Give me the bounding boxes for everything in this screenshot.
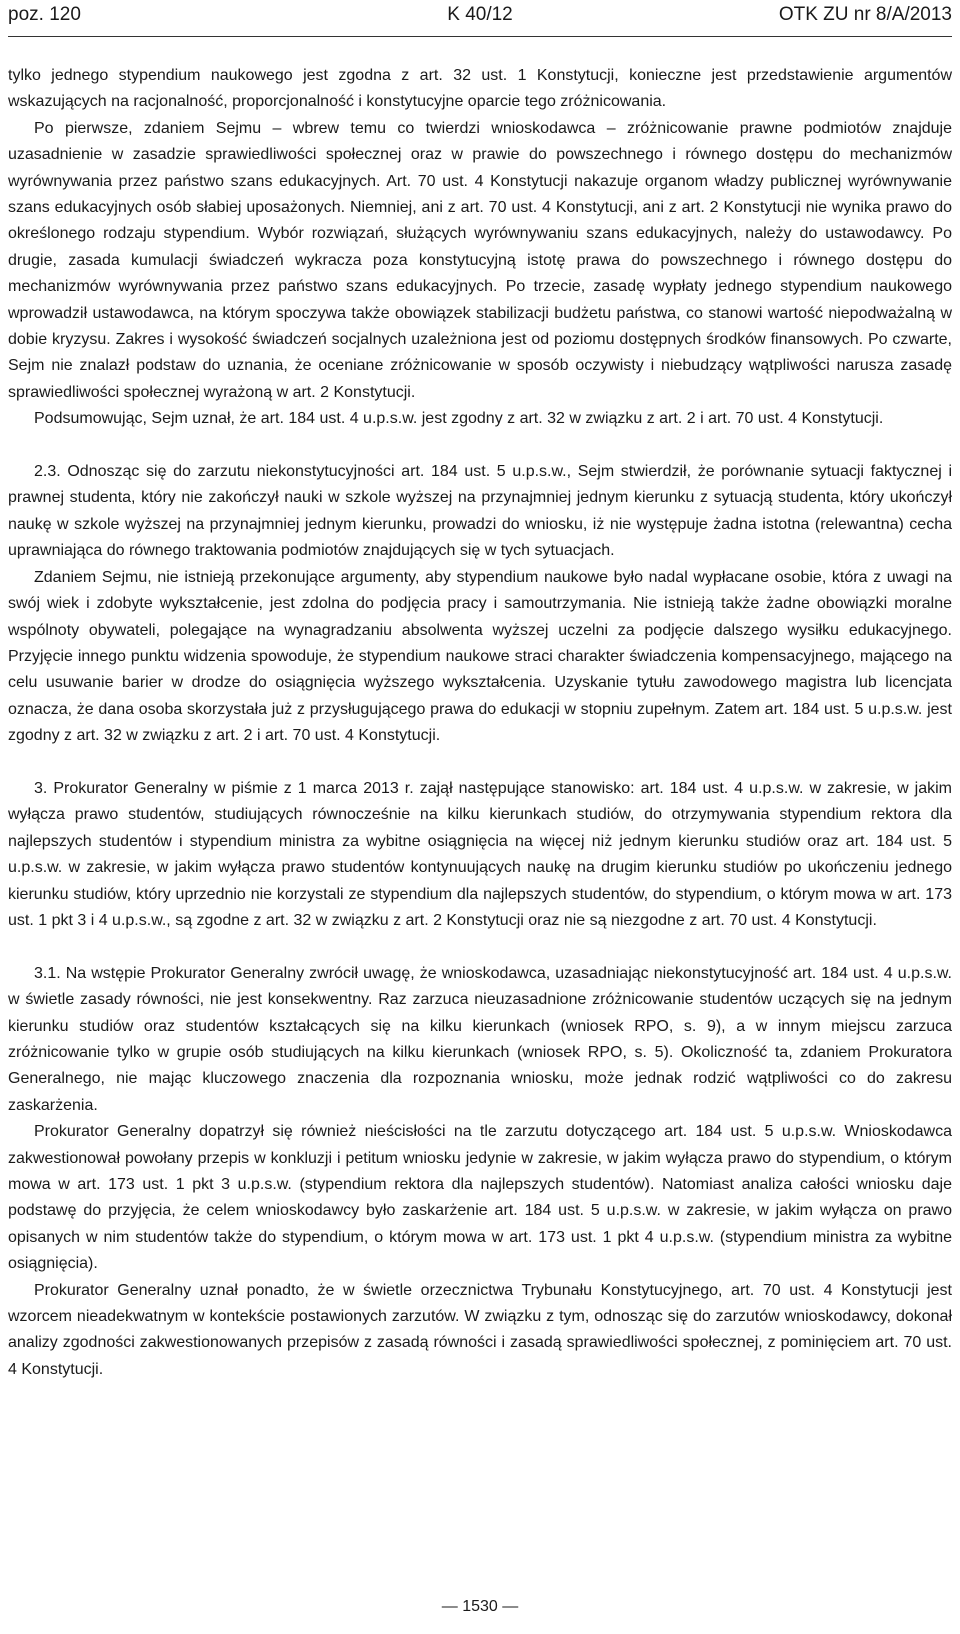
header-position: poz. 120 xyxy=(8,4,81,25)
paragraph-p1: tylko jednego stypendium naukowego jest zgodna z art. 32 ust. 1 Konstytucji, konieczne jest przedstawienie argumentów wskazujących na racjonalność, proporcjonalność i konstytucyjne oparcie tego zróżnicowania. xyxy=(8,67,952,111)
page-footer xyxy=(0,1598,960,1616)
paragraph-p5: Zdaniem Sejmu, nie istnieją przekonujące argumenty, aby stypendium naukowe było nadal wypłacane osobie, która z uwagi na swój wiek i zdobyte wykształcenie, jest zdolna do podjęcia pracy i samoutrzymania. Nie istnieją także żadne obowiązki moralne wspólnoty obywateli, polegające na wynagradzaniu absolwenta wyższej uczelni za podjęcie dalszego wysiłku edukacyjnego. Przyjęcie innego punktu widzenia spowoduje, że stypendium naukowe straci charakter świadczenia kompensacyjnego, mającego na celu usuwanie barier w drodze do osiągnięcia wyższego wykształcenia. Uzyskanie tytułu zawodowego magistra lub licencjata oznacza, że dana osoba skorzystała już z przysługującego prawa do edukacji w stopniu zupełnym. Zatem art. 184 ust. 5 u.p.s.w. jest zgodny z art. 32 w związku z art. 2 i art. 70 ust. 4 Konstytucji. xyxy=(8,568,952,745)
header-case-number: K 40/12 xyxy=(447,4,513,25)
paragraph-p9: Prokurator Generalny uznał ponadto, że w świetle orzecznictwa Trybunału Konstytucyjnego, art. 70 ust. 4 Konstytucji jest wzorcem nieadekwatnym w kontekście postawionych zarzutów. W związku z tym, odnosząc się do zarzutów wnioskodawcy, dokonał analizy zgodności zakwestionowanych przepisów z zasadą równości i zasadą sprawiedliwości społecznej, z pominięciem art. 70 ust. 4 Konstytucji. xyxy=(8,1281,952,1378)
paragraph-p7: 3.1. Na wstępie Prokurator Generalny zwrócił uwagę, że wnioskodawca, uzasadniając niekonstytucyjność art. 184 ust. 4 u.p.s.w. w świetle zasady równości, nie jest konsekwentny. Raz zarzuca nieuzasadnione zróżnicowanie studentów uczących się na jednym kierunku studiów oraz studentów kształcących się na kilku kierunkach (wniosek RPO, s. 9), a w innym miejscu zarzuca zróżnicowanie tylko w grupie osób studiujących na kilku kierunkach (wniosek RPO, s. 5). Okoliczność ta, zdaniem Prokuratora Generalnego, nie mając kluczowego znaczenia dla rozpoznania wniosku, może jednak rodzić wątpliwości co do zakresu zaskarżenia. xyxy=(8,964,952,1114)
paragraph-p8: Prokurator Generalny dopatrzył się również nieścisłości na tle zarzutu dotyczącego art. 184 ust. 5 u.p.s.w. Wnioskodawca zakwestionował powołany przepis w konkluzji i petitum wniosku jedynie w zakresie, w jakim wyłącza prawo do stypendium, o którym mowa w art. 173 ust. 1 pkt 3 u.p.s.w. (stypendium rektora dla najlepszych studentów). Natomiast analiza całości wniosku daje podstawę do przyjęcia, że celem wnioskodawcy było zaskarżenie art. 184 ust. 5 u.p.s.w. w zakresie, w jakim wyłącza on prawo opisanych w nim studentów także do stypendium, o którym mowa w art. 173 ust. 1 pkt 4 u.p.s.w. (stypendium ministra za wybitne osiągnięcia). xyxy=(8,1123,952,1273)
paragraph-p3: Podsumowując, Sejm uznał, że art. 184 ust. 4 u.p.s.w. jest zgodny z art. 32 w związku z art. 2 i art. 70 ust. 4 Konstytucji. xyxy=(34,410,884,428)
header-journal: OTK ZU nr 8/A/2013 xyxy=(778,4,952,25)
page-header xyxy=(8,4,952,36)
paragraph-p4: 2.3. Odnosząc się do zarzutu niekonstytucyjności art. 184 ust. 5 u.p.s.w., Sejm stwierdził, że porównanie sytuacji faktycznej i prawnej studenta, który nie zakończył nauki w szkole wyższej na przynajmniej jednym kierunku z sytuacją studenta, który ukończył naukę w szkole wyższej na przynajmniej jednym kierunku, prowadzi do wniosku, iż nie występuje żadna istotna (relewantna) cecha uprawniająca do równego traktowania podmiotów znajdujących się w tych sytuacjach. xyxy=(8,463,952,560)
document-body xyxy=(8,63,952,1383)
page-number: — 1530 — xyxy=(441,1598,519,1615)
header-divider xyxy=(8,36,952,37)
paragraph-p6: 3. Prokurator Generalny w piśmie z 1 marca 2013 r. zajął następujące stanowisko: art. 184 ust. 4 u.p.s.w. w zakresie, w jakim wyłącza prawo studentów, studiujących równocześnie na kilku kierunkach studiów, do otrzymywania stypendium rektora dla najlepszych studentów i stypendium ministra za wybitne osiągnięcia na więcej niż jednym kierunku studiów oraz art. 184 ust. 5 u.p.s.w. w zakresie, w jakim wyłącza prawo studentów kontynuujących naukę na drugim kierunku studiów po ukończeniu jednego kierunku studiów, który uprzednio nie korzystali ze stypendium dla najlepszych studentów, do stypendium, o którym mowa w art. 173 ust. 1 pkt 3 i 4 u.p.s.w., są zgodne z art. 32 w związku z art. 2 Konstytucji oraz nie są niezgodne z art. 70 ust. 4 Konstytucji. xyxy=(8,779,952,929)
paragraph-p2: Po pierwsze, zdaniem Sejmu – wbrew temu co twierdzi wnioskodawca – zróżnicowanie prawne podmiotów znajduje uzasadnienie w zasadzie sprawiedliwości społecznej oraz w prawie do powszechnego i równego dostępu do mechanizmów wyrównywania przez państwo szans edukacyjnych. Art. 70 ust. 4 Konstytucji nakazuje organom władzy publicznej wyrównywanie szans edukacyjnych osób słabiej uposażonych. Niemniej, ani z art. 70 ust. 4 Konstytucji, ani z art. 2 Konstytucji nie wynika prawo do określonego rodzaju stypendium. Wybór rozwiązań, służących wyrównywaniu szans edukacyjnych, należy do ustawodawcy. Po drugie, zasada kumulacji świadczeń wykracza poza konstytucyjną istotę prawa do powszechnego i równego dostępu do mechanizmów wyrównywania przez państwo szans edukacyjnych. Po trzecie, zasadę wypłaty jednego stypendium naukowego wprowadził ustawodawca, na którym spoczywa także obowiązek stabilizacji budżetu państwa, co stanowi wartość niepodważalną w dobie kryzysu. Zakres i wysokość świadczeń socjalnych uzależniona jest od poziomu dostępnych środków finansowych. Po czwarte, Sejm nie znalazł podstaw do uznania, że oceniane zróżnicowanie w sposób oczywisty i niebudzący wątpliwości narusza zasadę sprawiedliwości społecznej wyrażoną w art. 2 Konstytucji. xyxy=(8,119,952,401)
